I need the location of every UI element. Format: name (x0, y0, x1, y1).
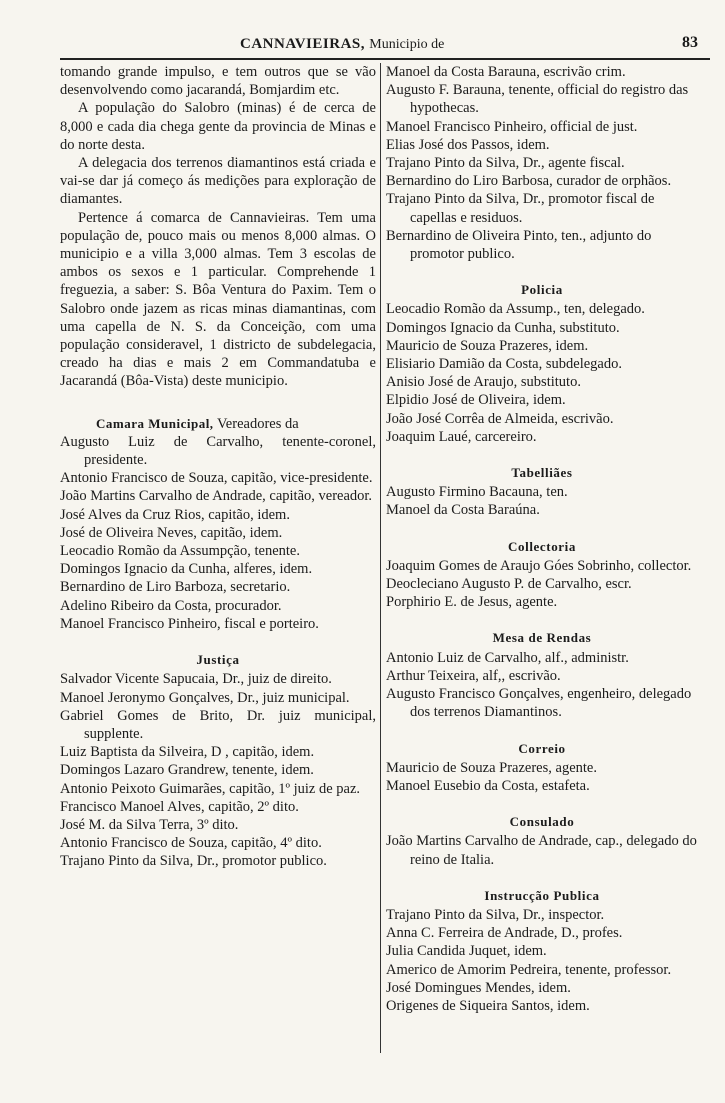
list-item: Bernardino de Oliveira Pinto, ten., adjunto do promotor publico. (386, 227, 652, 263)
list-item: Elisiario Damião da Costa, subdelegado. (386, 356, 622, 373)
list-item: João José Corrêa de Almeida, escrivão. (386, 410, 614, 427)
list-item: João Martins Carvalho de Andrade, cap., delegado do reino de Italia. (386, 833, 697, 868)
section-title: Tabelliães (511, 465, 573, 481)
list-item: José M. da Silva Terra, 3º dito. (60, 816, 239, 833)
list-item: Trajano Pinto da Silva, Dr., agente fiscal. (386, 155, 625, 172)
section-title: Mesa de Rendas (492, 630, 592, 646)
list-item: Manoel Eusebio da Costa, estafeta. (386, 777, 590, 794)
section-title: Correio (518, 740, 566, 756)
list-item: Manoel Francisco Pinheiro, fiscal e porteiro. (60, 615, 319, 632)
list-item: Antonio Francisco de Souza, capitão, vice-presidente. (60, 470, 373, 487)
list-item: José Alves da Cruz Rios, capitão, idem. (60, 506, 290, 523)
list-item: Joaquim Gomes de Araujo Góes Sobrinho, collector. (386, 557, 692, 574)
list-item: Domingos Lazaro Grandrew, tenente, idem. (60, 762, 314, 779)
list-item: Luiz Baptista da Silveira, D , capitão, idem. (60, 744, 315, 761)
list-item: Trajano Pinto da Silva, Dr., promotor publico. (60, 853, 327, 870)
list-item: Leocadio Romão da Assumpção, tenente. (60, 543, 300, 560)
header-subtitle: Municipio de (369, 37, 445, 52)
list-item: Salvador Vicente Sapucaia, Dr., juiz de direito. (60, 671, 332, 688)
list-item: Antonio Peixoto Guimarães, capitão, 1º juiz de paz. (60, 780, 361, 797)
list-item: Julia Candida Juquet, idem. (386, 943, 547, 960)
list-item: Mauricio de Souza Prazeres, idem. (386, 337, 589, 354)
list-item: Origenes de Siqueira Santos, idem. (386, 997, 590, 1014)
list-item: Deocleciano Augusto P. de Carvalho, escr. (386, 576, 632, 593)
list-item: Augusto F. Barauna, tenente, official do registro das hypothecas. (386, 82, 689, 117)
camara-heading (60, 415, 376, 433)
list-item: José Domingues Mendes, idem. (386, 979, 571, 996)
section-title: Policia (521, 282, 563, 298)
list-item: Joaquim Laué, carcereiro. (386, 428, 537, 445)
list-item: Manoel da Costa Baraúna. (386, 502, 540, 519)
list-item: Americo de Amorim Pedreira, tenente, professor. (386, 961, 672, 978)
list-item: Gabriel Gomes de Brito, Dr. juiz municipal, supplente. (60, 707, 376, 742)
list-item: João Martins Carvalho de Andrade, capitão, vereador. (60, 488, 373, 505)
section-subtitle: Vereadores da (216, 415, 299, 432)
list-item: Elpidio José de Oliveira, idem. (386, 392, 566, 409)
section-title: Justiça (196, 652, 240, 668)
page-title (240, 36, 444, 53)
list-item: Bernardino de Liro Barboza, secretario. (60, 579, 291, 596)
paragraph: Pertence á comarca de Cannavieiras. Tem uma população de, pouco mais ou menos 8,000 almas. O municipio e a villa 3,000 almas. Tem 3 escolas de ambos os sexos e 1 particular. Comprehende 1 freguezia, a saber: S. Bôa Ventura do Paxim. Tem o Salobro onde jazem as ricas minas diamantinas, com uma capella de N. S. da Conceição, com uma população consideravel, 1 districto de subdelegacia, creado ha dias e mais 2 em Commandatuba e Jacarandá (Bôa-Vista) deste municipio. (60, 209, 376, 390)
list-item: Trajano Pinto da Silva, Dr., promotor fiscal de capellas e residuos. (386, 191, 655, 226)
list-item: Augusto Firmino Bacauna, ten. (386, 484, 568, 501)
header-title: CANNAVIEIRAS, (240, 36, 365, 52)
list-item: Porphirio E. de Jesus, agente. (386, 594, 558, 611)
left-column (60, 63, 376, 871)
list-item: Manoel da Costa Barauna, escrivão crim. (386, 64, 626, 80)
paragraph: tomando grande impulso, e tem outros que se vão desenvolvendo como jacarandá, Bomjardim etc. (60, 64, 376, 99)
column-divider (380, 63, 381, 1053)
section-title: Camara Municipal, (96, 415, 214, 431)
list-item: Manoel Jeronymo Gonçalves, Dr., juiz municipal. (60, 689, 350, 706)
list-item: Augusto Luiz de Carvalho, tenente-coronel, presidente. (60, 433, 376, 469)
list-item: Augusto Francisco Gonçalves, engenheiro, delegado dos terrenos Diamantinos. (386, 686, 692, 721)
right-column (386, 63, 698, 1015)
list-item: Anisio José de Araujo, substituto. (386, 374, 581, 391)
list-item: Anna C. Ferreira de Andrade, D., profes. (386, 925, 623, 942)
page-header (60, 30, 710, 60)
section-title: Instrucção Publica (484, 887, 600, 903)
list-item: Antonio Francisco de Souza, capitão, 4º dito. (60, 835, 322, 852)
list-item: José de Oliveira Neves, capitão, idem. (60, 524, 283, 541)
section-title: Collectoria (508, 538, 576, 554)
list-item: Arthur Teixeira, alf,, escrivão. (386, 667, 561, 684)
list-item: Adelino Ribeiro da Costa, procurador. (60, 597, 282, 614)
paragraph: A delegacia dos terrenos diamantinos está criada e vai-se dar já começo ás medições para exploração de diamantes. (60, 155, 376, 208)
list-item: Domingos Ignacio da Cunha, alferes, idem. (60, 561, 313, 578)
list-item: Trajano Pinto da Silva, Dr., inspector. (386, 906, 605, 923)
list-item: Antonio Luiz de Carvalho, alf., administr. (386, 649, 629, 666)
list-item: Bernardino do Liro Barbosa, curador de orphãos. (386, 173, 672, 190)
list-item: Leocadio Romão da Assump., ten, delegado. (386, 301, 645, 318)
list-item: Mauricio de Souza Prazeres, agente. (386, 759, 597, 776)
page-number: 83 (682, 34, 698, 51)
list-item: Domingos Ignacio da Cunha, substituto. (386, 319, 620, 336)
paragraph: A população do Salobro (minas) é de cerca de 8,000 e cada dia chega gente da provincia de Minas e do norte desta. (60, 100, 376, 153)
list-item: Elias José dos Passos, idem. (386, 136, 550, 153)
list-item: Francisco Manoel Alves, capitão, 2º dito. (60, 798, 299, 815)
section-title: Consulado (509, 814, 575, 830)
list-item: Manoel Francisco Pinheiro, official de just. (386, 118, 638, 135)
